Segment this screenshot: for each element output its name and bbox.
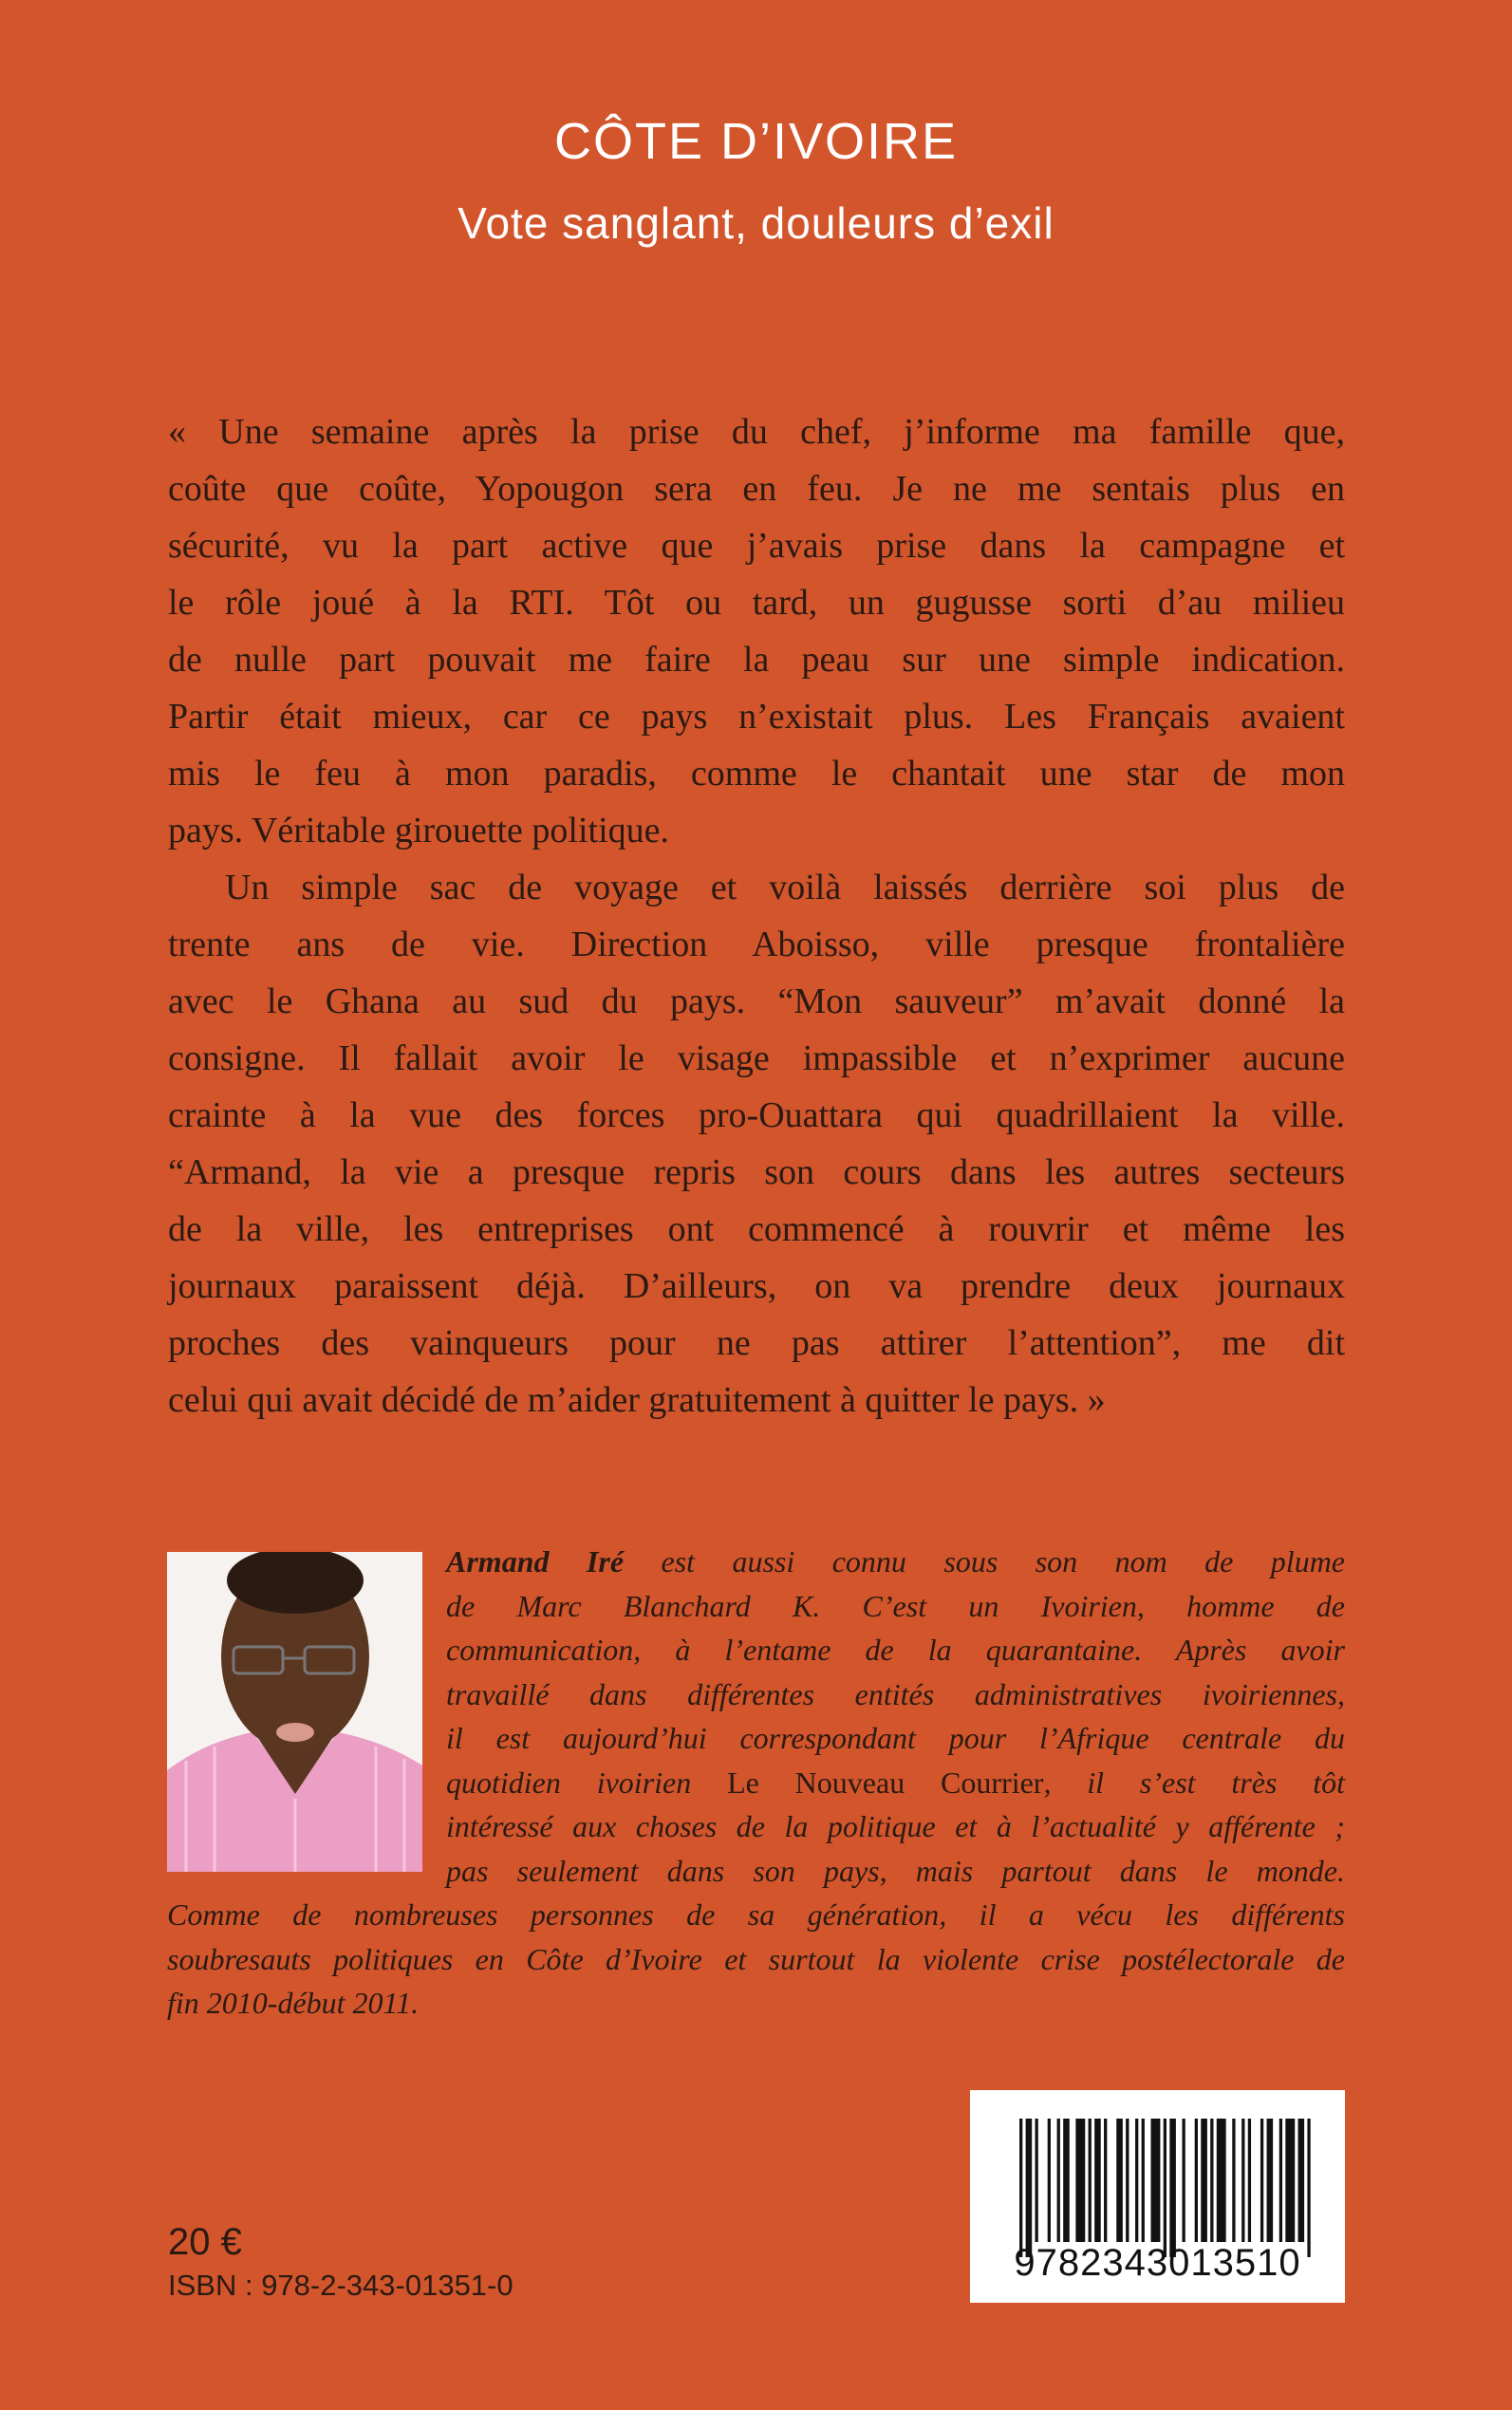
bio-line: travaillé dans différentes entités administratives ivoiriennes,	[446, 1676, 1345, 1711]
barcode-bar	[1195, 2119, 1198, 2242]
back-cover-excerpt	[168, 403, 1345, 1429]
bio-line: Comme de nombreuses personnes de sa génération, il a vécu les différents	[167, 1897, 1345, 1932]
bio-line: de Marc Blanchard K. C’est un Ivoirien, homme de	[446, 1588, 1345, 1623]
barcode-bar	[1164, 2119, 1167, 2257]
excerpt-line: sécurité, vu la part active que j’avais prise dans la campagne et	[168, 526, 1345, 566]
barcode-bar	[1019, 2119, 1022, 2257]
barcode-bar	[1279, 2119, 1282, 2242]
barcode-bar	[1260, 2119, 1263, 2242]
excerpt-line: de la ville, les entreprises ont commencé à rouvrir et même les	[168, 1209, 1345, 1249]
bio-line: intéressé aux choses de la politique et à l’actualité y afférente ;	[446, 1809, 1345, 1843]
barcode-bar	[1201, 2119, 1207, 2242]
barcode-number: 9782343013510	[1014, 2242, 1301, 2284]
excerpt-line: proches des vainqueurs pour ne pas attirer l’attention”, me dit	[168, 1323, 1345, 1363]
excerpt-line: de nulle part pouvait me faire la peau sur une simple indication.	[168, 640, 1345, 680]
bio-line: pas seulement dans son pays, mais partout dans le monde.	[446, 1853, 1345, 1888]
barcode-bar	[1048, 2119, 1051, 2242]
excerpt-line: crainte à la vue des forces pro-Ouattara qui quadrillaient la ville.	[168, 1095, 1345, 1135]
excerpt-line: coûte que coûte, Yopougon sera en feu. Je ne me sentais plus en	[168, 469, 1345, 509]
author-bio	[167, 1540, 1345, 2026]
barcode-bar	[1307, 2119, 1310, 2257]
barcode-bar	[1135, 2119, 1138, 2242]
excerpt-line: “Armand, la vie a presque repris son cours dans les autres secteurs	[168, 1152, 1345, 1192]
excerpt-line: Un simple sac de voyage et voilà laissés derrière soi plus de	[225, 868, 1345, 907]
barcode-bar	[1026, 2119, 1033, 2257]
excerpt-line: journaux paraissent déjà. D’ailleurs, on va prendre deux journaux	[168, 1266, 1345, 1306]
barcode-bar	[1241, 2119, 1244, 2242]
excerpt-line: trente ans de vie. Direction Aboisso, ville presque frontalière	[168, 925, 1345, 964]
barcode-bar	[1298, 2119, 1305, 2242]
barcode-bar	[1075, 2119, 1085, 2242]
barcode-bar	[1182, 2119, 1185, 2242]
barcode-bar	[1063, 2119, 1070, 2242]
barcode-bar	[1116, 2119, 1123, 2242]
barcode-bar	[1126, 2119, 1129, 2242]
barcode-bar	[1035, 2119, 1037, 2242]
price: 20 €	[168, 2221, 242, 2263]
barcode	[970, 2090, 1345, 2303]
bio-line: quotidien ivoirien Le Nouveau Courrier, il s’est très tôt	[446, 1765, 1346, 1800]
book-title: CÔTE D’IVOIRE	[553, 113, 959, 170]
book-subtitle: Vote sanglant, douleurs d’exil	[457, 198, 1055, 248]
barcode-bar	[1104, 2119, 1107, 2242]
excerpt-line: Partir était mieux, car ce pays n’existait plus. Les Français avaient	[168, 697, 1345, 737]
barcode-bar	[1232, 2119, 1235, 2242]
excerpt-line: pays. Véritable girouette politique.	[168, 811, 669, 850]
excerpt-line: celui qui avait décidé de m’aider gratuitement à quitter le pays. »	[168, 1380, 1106, 1420]
barcode-bar	[1151, 2119, 1161, 2242]
bio-line: fin 2010-début 2011.	[167, 1986, 420, 2020]
barcode-bar	[1142, 2119, 1145, 2242]
barcode-bar	[1057, 2119, 1060, 2242]
barcode-bar	[1217, 2119, 1226, 2242]
barcode-bars	[1019, 2119, 1314, 2257]
bio-line: il est aujourd’hui correspondant pour l’Afrique centrale du	[446, 1721, 1345, 1755]
excerpt-line: mis le feu à mon paradis, comme le chantait une star de mon	[168, 754, 1345, 794]
bio-line: communication, à l’entame de la quarantaine. Après avoir	[446, 1633, 1345, 1667]
excerpt-line: consigne. Il fallait avoir le visage impassible et n’exprimer aucune	[168, 1038, 1345, 1078]
author-name: Armand Iré	[446, 1544, 625, 1579]
barcode-bar	[1094, 2119, 1101, 2242]
barcode-bar	[1248, 2119, 1251, 2242]
excerpt-line: « Une semaine après la prise du chef, j’informe ma famille que,	[168, 412, 1345, 452]
newspaper-name: Le Nouveau Courrier	[727, 1765, 1044, 1800]
barcode-bar	[1089, 2119, 1092, 2242]
barcode-bar	[1210, 2119, 1213, 2242]
barcode-bar	[1169, 2119, 1176, 2257]
isbn: ISBN : 978-2-343-01351-0	[168, 2269, 513, 2302]
barcode-bar	[1267, 2119, 1274, 2242]
excerpt-line: le rôle joué à la RTI. Tôt ou tard, un gugusse sorti d’au milieu	[168, 583, 1345, 623]
bio-line: soubresauts politiques en Côte d’Ivoire et surtout la violente crise postélectorale de	[167, 1941, 1345, 1976]
bio-line: Armand Iré est aussi connu sous son nom de plume	[446, 1544, 1346, 1579]
barcode-bar	[1285, 2119, 1295, 2242]
excerpt-line: avec le Ghana au sud du pays. “Mon sauveur” m’avait donné la	[168, 981, 1345, 1021]
